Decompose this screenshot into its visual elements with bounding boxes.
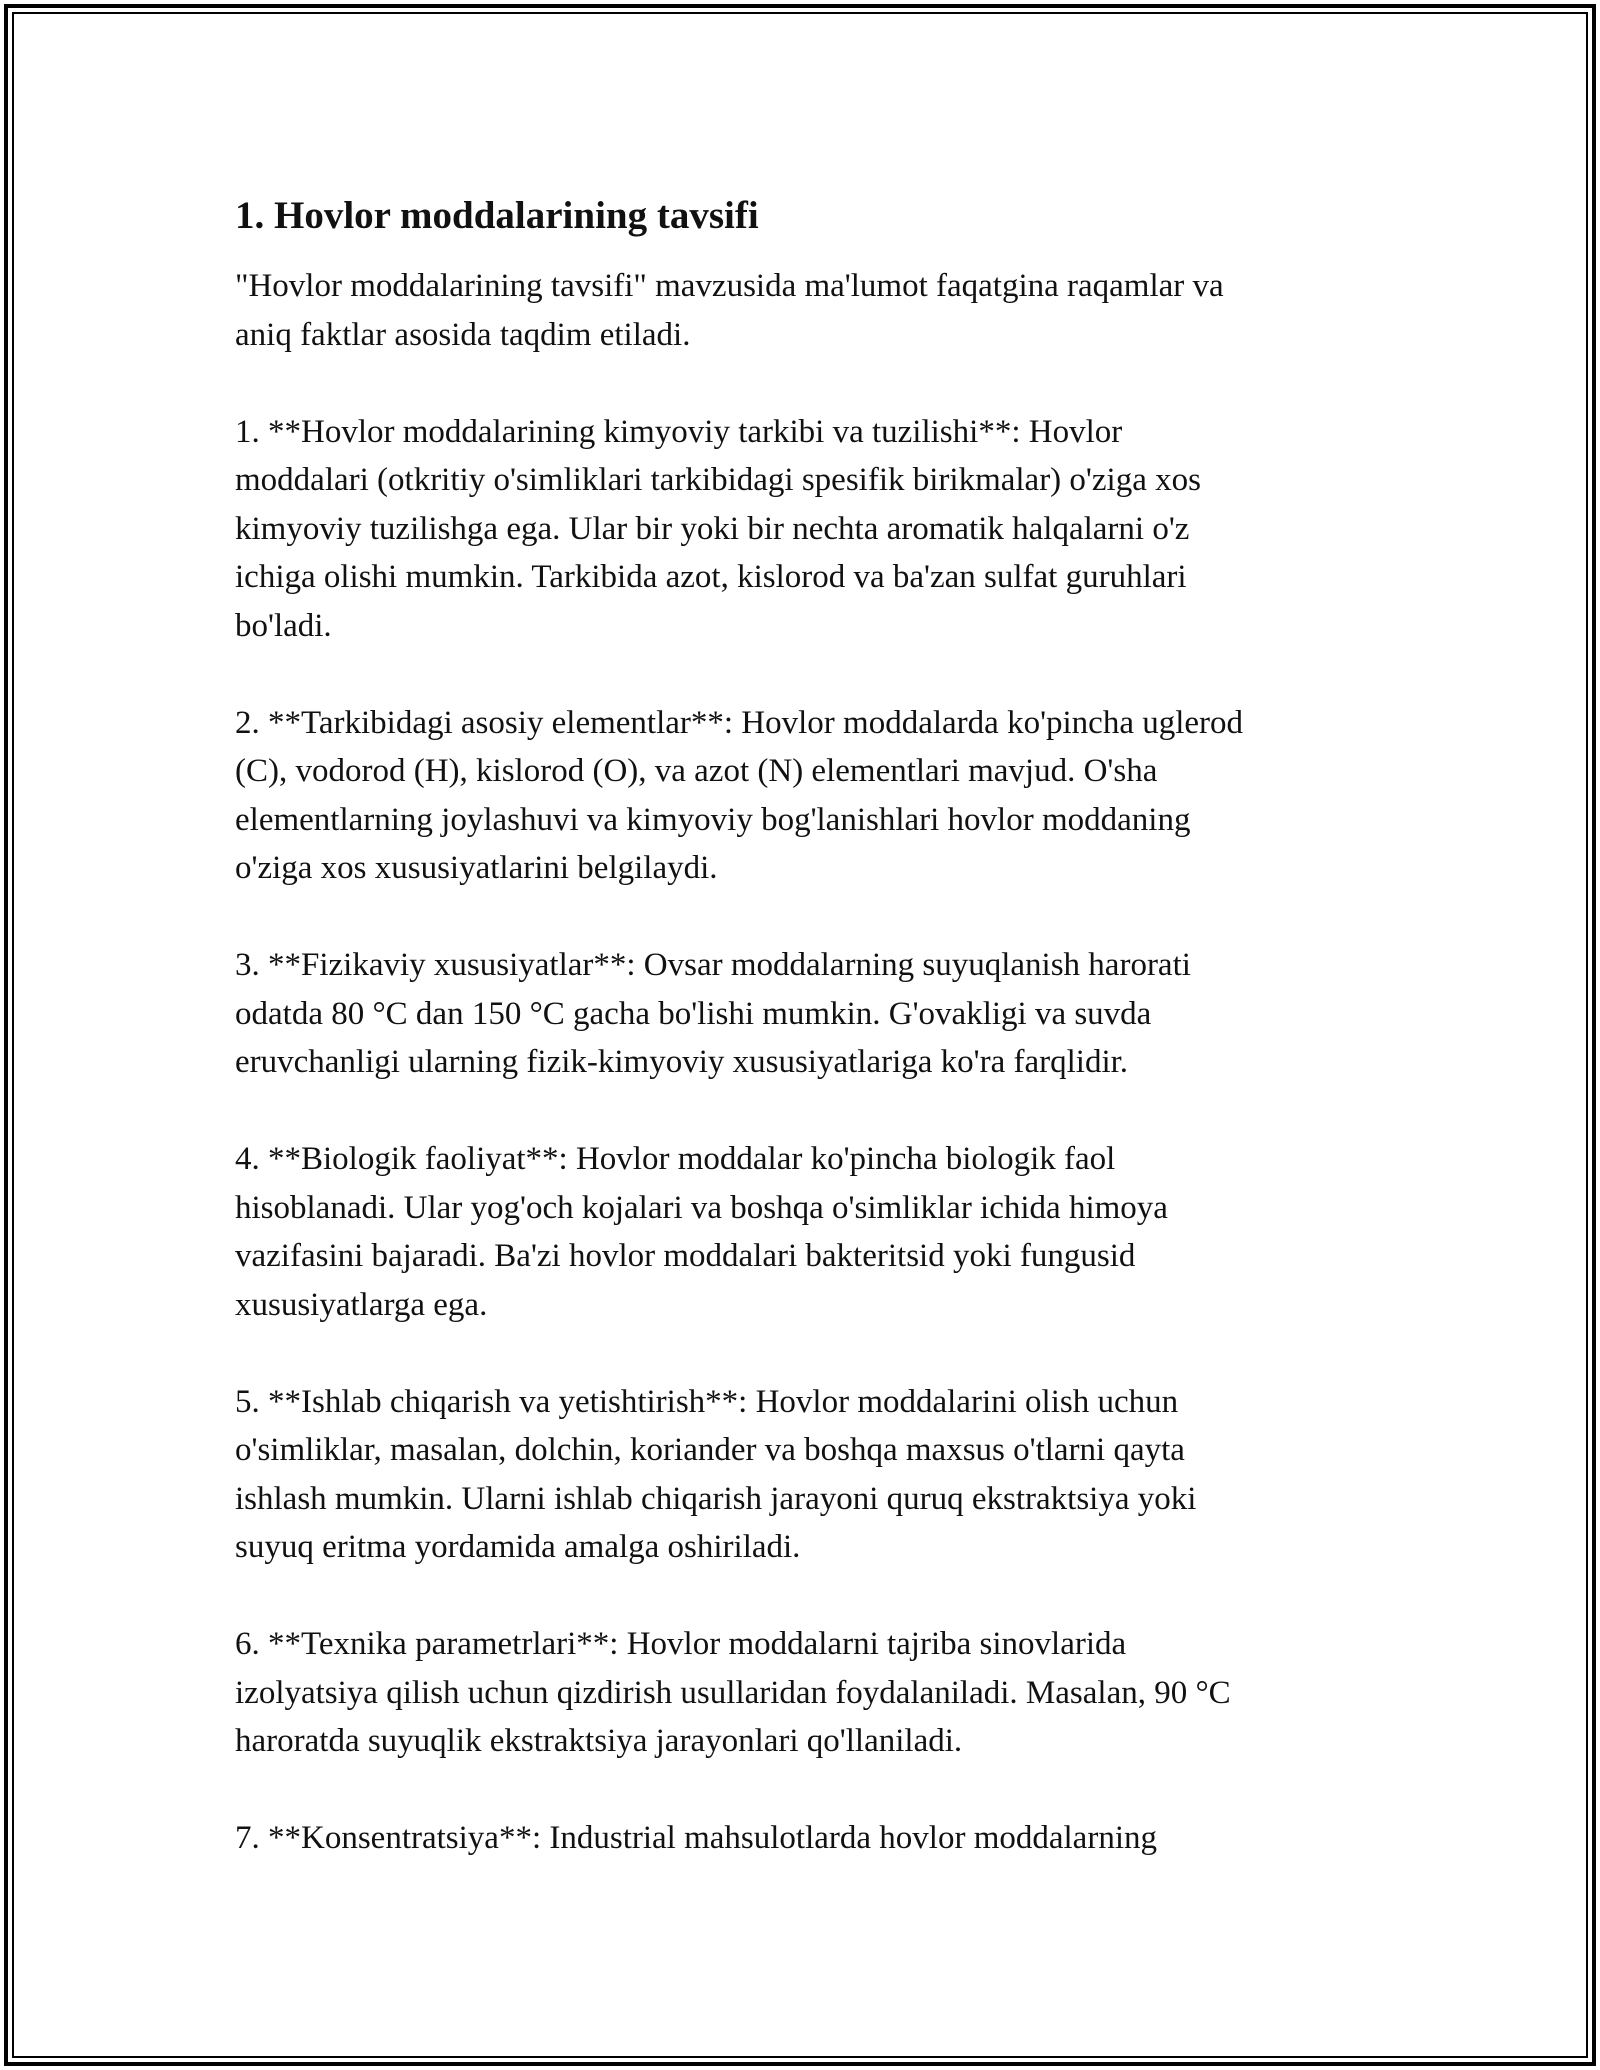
text-line: eruvchanligi ularning fizik-kimyoviy xususiyatlariga ko'ra farqlidir. bbox=[235, 1044, 1129, 1080]
list-item-2 bbox=[235, 699, 1375, 893]
document-body bbox=[235, 190, 1375, 1863]
text-line: ichiga olishi mumkin. Tarkibida azot, kislorod va ba'zan sulfat guruhlari bbox=[235, 559, 1187, 595]
text-line: moddalari (otkritiy o'simliklari tarkibidagi spesifik birikmalar) o'ziga xos bbox=[235, 462, 1201, 498]
text-line: xususiyatlarga ega. bbox=[235, 1286, 488, 1323]
text-line: 2. **Tarkibidagi asosiy elementlar**: Hovlor moddalarda ko'pincha uglerod bbox=[235, 704, 1244, 741]
list-item-3 bbox=[235, 941, 1375, 1087]
list-item-6 bbox=[235, 1620, 1375, 1766]
text-line: (C), vodorod (H), kislorod (O), va azot (N) elementlari mavjud. O'sha bbox=[235, 753, 1158, 789]
text-line: 7. **Konsentratsiya**: Industrial mahsulotlarda hovlor moddalarning bbox=[235, 1820, 1157, 1856]
text-line: hisoblanadi. Ular yog'och kojalari va boshqa o'simliklar ichida himoya bbox=[235, 1189, 1168, 1226]
text-line: kimyoviy tuzilishga ega. Ular bir yoki bir nechta aromatik halqalarni o'z bbox=[235, 510, 1190, 547]
list-item-4 bbox=[235, 1135, 1375, 1329]
text-line: vazifasini bajaradi. Ba'zi hovlor moddalari bakteritsid yoki fungusid bbox=[235, 1238, 1136, 1274]
text-line: ishlash mumkin. Ularni ishlab chiqarish jarayoni quruq ekstraktsiya yoki bbox=[235, 1480, 1197, 1517]
text-line: haroratda suyuqlik ekstraktsiya jarayonlari qo'llaniladi. bbox=[235, 1723, 963, 1759]
text-line: odatda 80 °C dan 150 °C gacha bo'lishi mumkin. G'ovakligi va suvda bbox=[235, 995, 1152, 1032]
intro-paragraph bbox=[235, 262, 1375, 359]
text-line: 3. **Fizikaviy xususiyatlar**: Ovsar moddalarning suyuqlanish harorati bbox=[235, 947, 1191, 983]
list-item-5 bbox=[235, 1378, 1375, 1572]
text-line: bo'ladi. bbox=[235, 607, 332, 644]
text-line: suyuq eritma yordamida amalga oshiriladi. bbox=[235, 1529, 801, 1565]
text-line: 1. **Hovlor moddalarining kimyoviy tarkibi va tuzilishi**: Hovlor bbox=[235, 413, 1123, 450]
list-item-7 bbox=[235, 1814, 1375, 1863]
text-line: 4. **Biologik faoliyat**: Hovlor moddalar ko'pincha biologik faol bbox=[235, 1141, 1116, 1177]
text-line: 5. **Ishlab chiqarish va yetishtirish**: Hovlor moddalarini olish uchun bbox=[235, 1383, 1179, 1420]
list-item-1 bbox=[235, 408, 1375, 651]
text-line: "Hovlor moddalarining tavsifi" mavzusida ma'lumot faqatgina raqamlar va bbox=[235, 268, 1224, 304]
text-line: aniq faktlar asosida taqdim etiladi. bbox=[235, 316, 691, 353]
text-line: 6. **Texnika parametrlari**: Hovlor moddalarni tajriba sinovlarida bbox=[235, 1626, 1127, 1662]
document-title: 1. Hovlor moddalarining tavsifi bbox=[235, 194, 759, 237]
text-line: o'ziga xos xususiyatlarini belgilaydi. bbox=[235, 850, 718, 886]
text-line: o'simliklar, masalan, dolchin, koriander va boshqa maxsus o'tlarni qayta bbox=[235, 1432, 1185, 1468]
text-line: izolyatsiya qilish uchun qizdirish usullaridan foydalaniladi. Masalan, 90 °C bbox=[235, 1674, 1231, 1711]
text-line: elementlarning joylashuvi va kimyoviy bog'lanishlari hovlor moddaning bbox=[235, 801, 1191, 838]
